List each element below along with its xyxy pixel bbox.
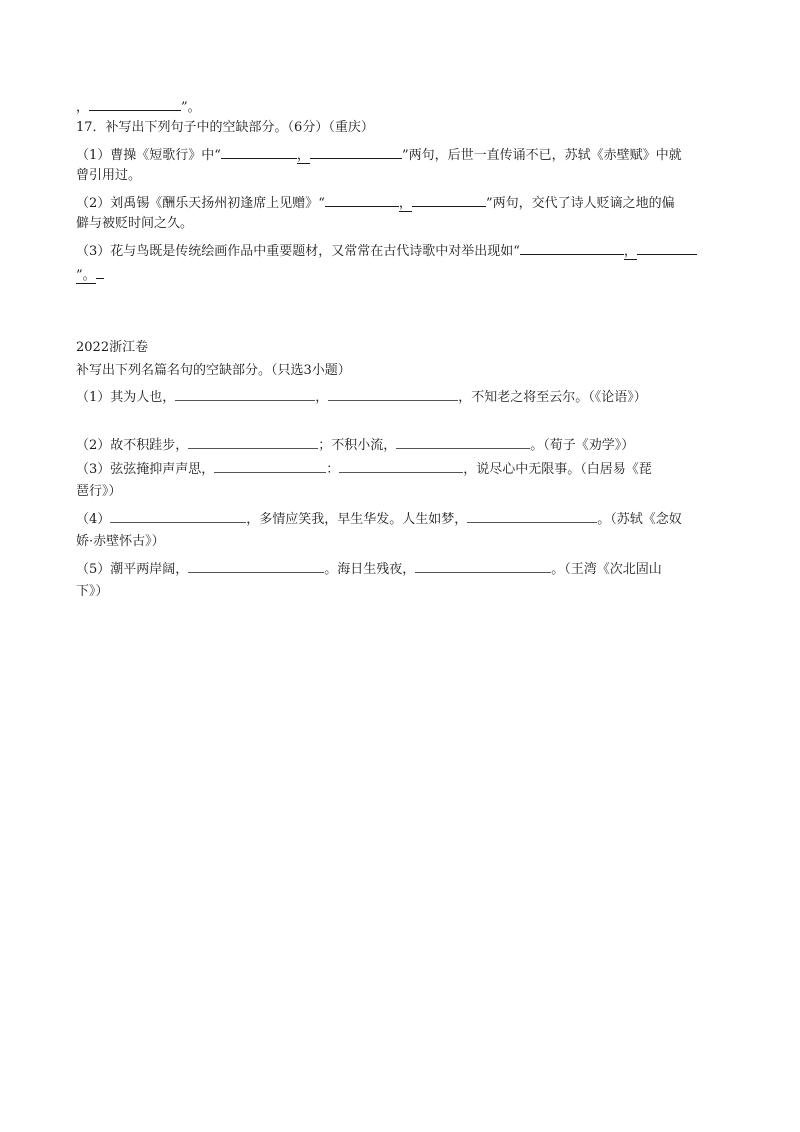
answer-blank[interactable] xyxy=(188,558,324,573)
q16-tail-line: ， ”。 xyxy=(76,96,201,116)
item-5: （5）潮平两岸阔， 。海日生残夜， 。（王湾《次北固山 xyxy=(76,558,662,578)
answer-blank[interactable] xyxy=(110,508,246,523)
answer-blank[interactable] xyxy=(214,458,326,473)
item-4: （4） ，多情应笑我，早生华发。人生如梦， 。（苏轼《念奴 xyxy=(76,508,682,528)
item-3: （3）弦弦掩抑声声思， ： ，说尽心中无限事。（白居易《琵 xyxy=(76,458,652,478)
item-4-cont: 娇·赤壁怀古》） xyxy=(76,534,165,549)
q17-item-3-cont: ”。 xyxy=(76,264,104,284)
q17-item-2-cont: 僻与被贬时间之久。 xyxy=(76,216,194,231)
q17-item-1-cont: 曾引用过。 xyxy=(76,168,142,183)
answer-blank[interactable] xyxy=(89,96,181,111)
item-3-cont: 琶行》） xyxy=(76,484,122,499)
answer-blank[interactable] xyxy=(339,458,463,473)
answer-blank[interactable] xyxy=(325,192,399,207)
answer-blank[interactable] xyxy=(415,558,551,573)
section-instruction: 补写出下列名篇名句的空缺部分。（只选3小题） xyxy=(76,363,351,378)
q17-item-1: （1）曹操《短歌行》中“ ， ”两句，后世一直传诵不已，苏轼《赤壁赋》中就 xyxy=(76,144,682,164)
answer-blank[interactable] xyxy=(221,144,297,159)
answer-blank[interactable] xyxy=(328,386,458,401)
q17-item-2: （2）刘禹锡《酬乐天扬州初逢席上见赠》“ ， ”两句，交代了诗人贬谪之地的偏 xyxy=(76,192,675,212)
q17-item-3: （3）花与鸟既是传统绘画作品中重要题材，又常常在古代诗歌中对举出现如“ ， xyxy=(76,240,697,260)
answer-blank[interactable] xyxy=(637,240,697,255)
answer-blank[interactable] xyxy=(188,434,318,449)
answer-blank[interactable] xyxy=(412,192,486,207)
item-2: （2）故不积跬步， ；不积小流， 。（荀子《劝学》） xyxy=(76,434,634,454)
answer-blank[interactable] xyxy=(310,144,402,159)
section-title: 2022浙江卷 xyxy=(76,340,149,355)
answer-blank[interactable] xyxy=(520,240,624,255)
answer-blank[interactable] xyxy=(467,508,597,523)
answer-blank[interactable] xyxy=(396,434,530,449)
item-1: （1）其为人也， ， ，不知老之将至云尔。（《论语》） xyxy=(76,386,647,406)
item-5-cont: 下》） xyxy=(76,584,109,599)
answer-blank[interactable] xyxy=(175,386,315,401)
q17-header: 17．补写出下列句子中的空缺部分。（6分）（重庆） xyxy=(76,120,374,135)
